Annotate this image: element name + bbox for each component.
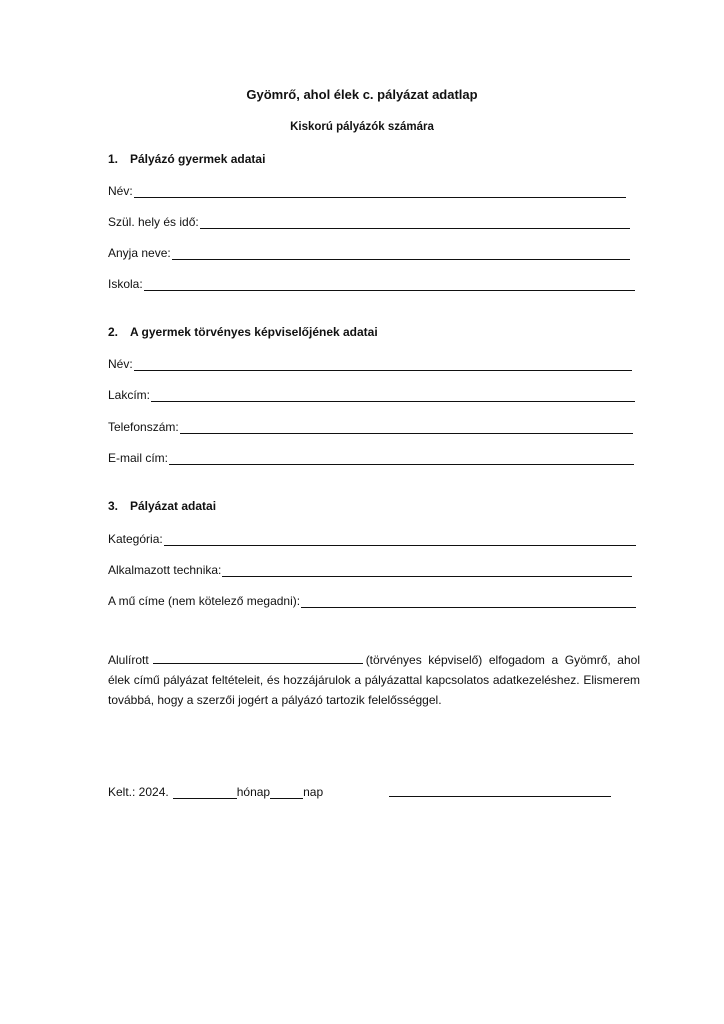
section-2-title: A gyermek törvényes képviselőjének adatai (130, 325, 378, 339)
field-line[interactable] (172, 247, 630, 260)
form-subtitle: Kiskorú pályázók számára (290, 121, 434, 133)
field-mother-name[interactable] (108, 244, 630, 260)
field-line[interactable] (134, 185, 626, 198)
field-label: Név: (108, 184, 133, 198)
field-label: Telefonszám: (108, 420, 179, 434)
field-birth-place-date[interactable] (108, 213, 630, 229)
field-child-name[interactable] (108, 182, 626, 198)
field-line[interactable] (134, 358, 632, 371)
field-label: Iskola: (108, 277, 143, 291)
declaration-text: (törvényes képviselő) elfogadom a Gyömrő, ahol élek című pályázat feltételeit, és hozzájárulok a pályázattal kapcsolatos adatkezeléshez. Elismerem továbbá, hogy a szerzői jogért a pályázó tartozik felelősséggel. (108, 653, 640, 707)
declaration-prefix: Alulírott (108, 653, 149, 667)
field-address[interactable] (108, 386, 635, 402)
field-line[interactable] (222, 564, 632, 577)
section-3-title: Pályázat adatai (130, 499, 217, 513)
field-label: Alkalmazott technika: (108, 563, 222, 577)
field-label: Anyja neve: (108, 246, 171, 260)
section-3-heading (108, 499, 216, 513)
date-prefix: Kelt.: 2024. (108, 785, 169, 799)
day-label: nap (303, 785, 324, 799)
field-line[interactable] (200, 216, 630, 229)
field-category[interactable] (108, 530, 636, 546)
field-technique[interactable] (108, 561, 632, 577)
section-1-number: 1. (108, 152, 119, 166)
field-label: Lakcím: (108, 388, 151, 402)
section-1-heading (108, 152, 265, 166)
section-3-number: 3. (108, 499, 119, 513)
date-line (108, 783, 323, 799)
field-label: E-mail cím: (108, 451, 168, 465)
field-email[interactable] (108, 449, 634, 465)
field-line[interactable] (151, 389, 635, 402)
month-blank[interactable] (173, 786, 237, 799)
day-blank[interactable] (270, 786, 303, 799)
field-line[interactable] (180, 421, 633, 434)
field-line[interactable] (301, 595, 636, 608)
field-line[interactable] (144, 278, 635, 291)
field-line[interactable] (164, 533, 636, 546)
field-label: A mű címe (nem kötelező megadni): (108, 594, 301, 608)
section-2-heading (108, 325, 378, 339)
field-line[interactable] (169, 452, 634, 465)
section-2-number: 2. (108, 325, 119, 339)
signature-line[interactable] (389, 796, 611, 797)
field-artwork-title[interactable] (108, 592, 636, 608)
field-label: Kategória: (108, 532, 163, 546)
form-title: Gyömrő, ahol élek c. pályázat adatlap (246, 87, 478, 102)
declaration-paragraph (108, 650, 640, 710)
guardian-name-blank[interactable] (153, 652, 363, 664)
field-label: Szül. hely és idő: (108, 215, 199, 229)
field-guardian-name[interactable] (108, 355, 632, 371)
field-phone[interactable] (108, 418, 633, 434)
field-school[interactable] (108, 275, 635, 291)
field-label: Név: (108, 357, 133, 371)
section-1-title: Pályázó gyermek adatai (130, 152, 266, 166)
month-label: hónap (236, 785, 271, 799)
